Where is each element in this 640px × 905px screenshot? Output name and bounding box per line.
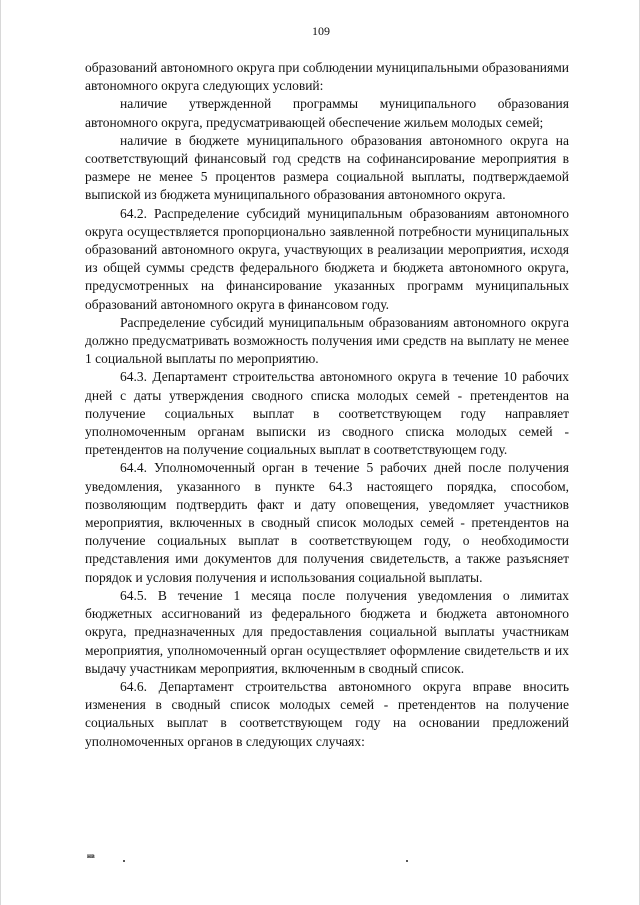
document-body <box>85 59 569 751</box>
page-number: 109 <box>312 24 330 38</box>
paragraph-condition-budget: наличие в бюджете муниципального образования автономного округа на соответствующий финансовый год средств на софинансирование мероприятия в размере не менее 5 процентов размера социальной выплаты, подтверждаемой выпиской из бюджета муниципального образования автономного округа. <box>85 132 569 203</box>
paragraph-continuation: образований автономного округа при соблюдении муниципальными образованиями автономного округа следующих условий: <box>85 60 569 94</box>
footer-dot-left <box>123 860 125 862</box>
paragraph-64-3: 64.3. Департамент строительства автономного округа в течение 10 рабочих дней с даты утверждения сводного списка молодых семей - претендентов на получение социальных выплат в соответствующем году направляет уполномоченным органам выписки из сводного списка молодых семей - претендентов на получение социальных выплат в соответствующем году. <box>85 369 569 458</box>
paragraph-64-6: 64.6. Департамент строительства автономного округа вправе вносить изменения в сводный список молодых семей - претендентов на получение социальных выплат в соответствующем году на основании предложений уполномоченных органов в следующих случаях: <box>85 678 569 749</box>
paragraph-64-5: 64.5. В течение 1 месяца после получения уведомления о лимитах бюджетных ассигнований из федерального бюджета и бюджета автономного округа, предназначенных для предоставления социальной выплаты участникам мероприятия, уполномоченный орган осуществляет оформление свидетельств и их выдачу участникам мероприятия, включенным в сводный список. <box>85 587 569 676</box>
paragraph-distribution: Распределение субсидий муниципальным образованиям автономного округа должно предусматривать возможность получения ими средств на выплату не менее 1 социальной выплаты по мероприятию. <box>85 314 569 367</box>
paragraph-condition-program: наличие утвержденной программы муниципального образования автономного округа, предусматривающей обеспечение жильем молодых семей; <box>85 96 569 130</box>
paragraph-64-4: 64.4. Уполномоченный орган в течение 5 рабочих дней после получения уведомления, указанного в пункте 64.3 настоящего порядка, способом, позволяющим подтвердить факт и дату оповещения, уведомляет участников мероприятия, включенных в сводный список молодых семей - претендентов на получение социальных выплат в соответствующем году, о необходимости представления ими документов для получения свидетельств, а также разъясняет порядок и условия получения и использования социальной выплаты. <box>85 460 569 585</box>
footer-dot-right <box>406 860 408 862</box>
footer-initials: нв <box>87 852 95 860</box>
paragraph-64-2: 64.2. Распределение субсидий муниципальным образованиям автономного округа осуществляется пропорционально заявленной потребности муниципальных образований автономного округа, участвующих в реализации мероприятия, исходя из общей суммы средств федерального бюджета и бюджета автономного округа, предусмотренных на финансирование указанных программ муниципальных образований автономного округа в финансовом году. <box>85 205 569 312</box>
